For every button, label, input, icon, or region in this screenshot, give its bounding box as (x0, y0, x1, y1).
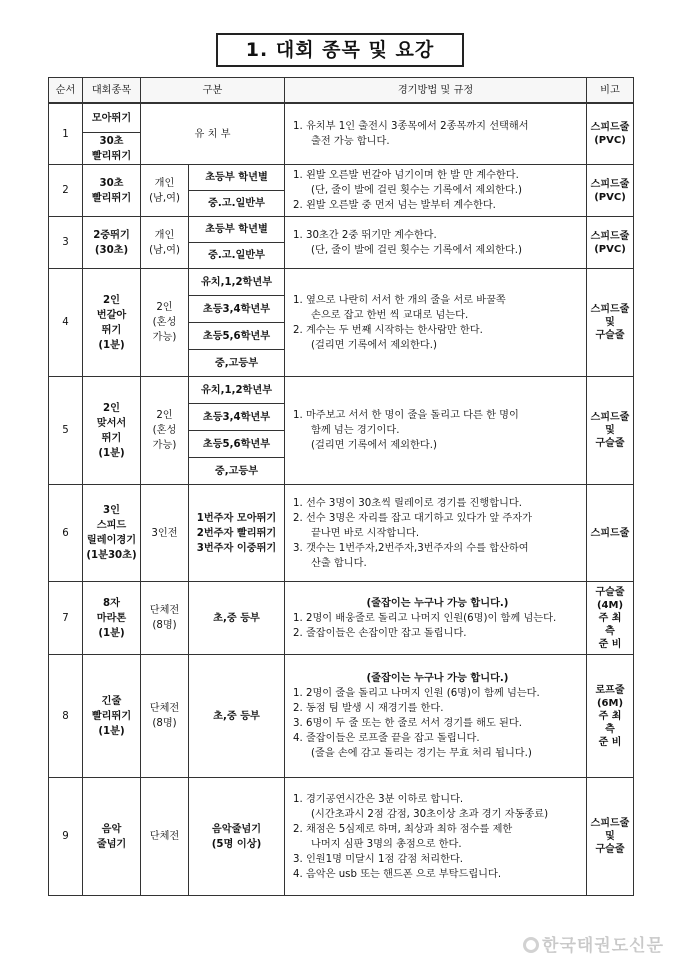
watermark (523, 931, 664, 956)
note-cell: 스피드줄 및 구슬줄 (587, 269, 634, 377)
note-cell: 로프줄 (6M) 주 최 측 준 비 (587, 655, 634, 778)
row-no: 9 (49, 778, 83, 896)
rules-cell (285, 655, 587, 778)
rule-line: (걸리면 기록에서 제외한다.) (311, 440, 437, 451)
division: 1번주자 모아뛰기 2번주자 빨리뛰기 3번주자 이중뛰기 (189, 485, 285, 582)
rules-cell (285, 217, 587, 269)
rule-line: (줄잡이는 누구나 가능 합니다.) (366, 597, 509, 609)
watermark-text: 한국태권도신문 (542, 936, 664, 956)
rule-line: 1. 왼발 오른발 번갈아 넘기이며 한 발 만 계수한다. (293, 170, 519, 181)
participant-type: 3인전 (141, 485, 189, 582)
rule-line: (시간초과시 2점 감점, 30초이상 초과 경기 자동종료) (311, 808, 549, 820)
row-no: 1 (49, 103, 83, 165)
event-name: 30초 빨리뛰기 (83, 133, 141, 165)
event-name: 2인 맞서서 뛰기 (1분) (83, 377, 141, 485)
event-name: 30초 빨리뛰기 (83, 165, 141, 217)
sub-division: 초등부 학년별 (189, 165, 285, 191)
rule-line: 출전 가능 합니다. (311, 136, 390, 147)
table-row (49, 377, 634, 404)
sub-division: 유치,1,2학년부 (189, 269, 285, 296)
event-name: 모아뛰기 (83, 103, 141, 133)
participant-type: 개인 (남,여) (141, 217, 189, 269)
note-cell: 스피드줄 (587, 485, 634, 582)
event-name: 3인 스피드 릴레이경기 (1분30초) (83, 485, 141, 582)
note-cell: 스피드줄 (PVC) (587, 103, 634, 165)
event-name: 음악 줄넘기 (83, 778, 141, 896)
row-no: 6 (49, 485, 83, 582)
note-cell: 스피드줄 (PVC) (587, 217, 634, 269)
header-division: 구분 (141, 78, 285, 104)
sub-division: 초등5,6학년부 (189, 323, 285, 350)
note-cell: 구슬줄 (4M) 주 최 측 준 비 (587, 582, 634, 655)
sub-division: 중.고.일반부 (189, 191, 285, 217)
rule-line: 2. 동점 팀 발생 시 재경기를 한다. (293, 703, 444, 714)
row-no: 2 (49, 165, 83, 217)
rules-cell (285, 778, 587, 896)
participant-type: 2인 (혼성 가능) (141, 377, 189, 485)
event-table (48, 77, 634, 896)
header-rules: 경기방법 및 규정 (285, 78, 587, 104)
sub-division: 초등부 학년별 (189, 217, 285, 243)
sub-division: 초등3,4학년부 (189, 404, 285, 431)
sub-division: 초등5,6학년부 (189, 431, 285, 458)
division: 초,중 등부 (189, 582, 285, 655)
table-row (49, 103, 634, 133)
rule-line: 2. 계수는 두 번째 시작하는 한사람만 한다. (293, 324, 483, 336)
division: 초,중 등부 (189, 655, 285, 778)
note-cell: 스피드줄 및 구슬줄 (587, 778, 634, 896)
row-no: 3 (49, 217, 83, 269)
rules-cell (285, 103, 587, 165)
rule-line: 2. 줄잡이들은 손잡이만 잡고 돌립니다. (293, 627, 467, 639)
rule-line: 4. 음악은 usb 또는 핸드폰 으로 부탁드립니다. (293, 868, 502, 880)
rule-line: (단, 줄이 발에 걸린 횟수는 기록에서 제외한다.) (311, 244, 522, 256)
row-no: 5 (49, 377, 83, 485)
sub-division: 중,고등부 (189, 458, 285, 485)
table-row (49, 582, 634, 655)
participant-type: 개인 (남,여) (141, 165, 189, 217)
page-title: 1. 대회 종목 및 요강 (216, 33, 464, 67)
sub-division: 초등3,4학년부 (189, 296, 285, 323)
note-cell: 스피드줄 및 구슬줄 (587, 377, 634, 485)
rule-line: 손으로 잡고 한번 씩 교대로 넘는다. (311, 309, 469, 321)
table-row (49, 269, 634, 296)
rule-line: 2. 왼발 오른발 중 먼저 넘는 발부터 계수한다. (293, 200, 496, 211)
event-name: 2중뛰기 (30초) (83, 217, 141, 269)
rule-line: 1. 옆으로 나란히 서서 한 개의 줄을 서로 바꿀쪽 (293, 294, 506, 306)
rule-line: 1. 경기공연시간은 3분 이하로 합니다. (293, 793, 464, 805)
rule-line: 1. 선수 3명이 30초씩 릴레이로 경기를 진행합니다. (293, 497, 522, 509)
rule-line: 1. 유치부 1인 출전시 3종목에서 2종목까지 선택해서 (293, 121, 529, 132)
rule-line: 함께 넘는 경기이다. (311, 425, 400, 436)
rules-cell (285, 377, 587, 485)
participant-type: 단체전 (141, 778, 189, 896)
header-row (49, 78, 634, 104)
sub-division: 중.고.일반부 (189, 243, 285, 269)
rule-line: 2. 선수 3명은 자리를 잡고 대기하고 있다가 앞 주자가 (293, 512, 532, 524)
participant-type: 단체전 (8명) (141, 582, 189, 655)
division: 음악줄넘기 (5명 이상) (189, 778, 285, 896)
table-row (49, 217, 634, 243)
rule-line: 1. 마주보고 서서 한 명이 줄을 돌리고 다른 한 명이 (293, 410, 519, 421)
rule-line: 끝나면 바로 시작합니다. (311, 527, 420, 539)
rule-line: 3. 갯수는 1번주자,2번주자,3번주자의 수를 합산하여 (293, 542, 529, 554)
table-row (49, 485, 634, 582)
row-no: 4 (49, 269, 83, 377)
rule-line: 나머지 심판 3명의 총점으로 한다. (311, 838, 462, 850)
rules-cell (285, 582, 587, 655)
rule-line: (줄을 손에 감고 돌리는 경기는 무효 처리 됩니다.) (311, 748, 532, 759)
rules-cell (285, 485, 587, 582)
rules-cell (285, 165, 587, 217)
participant-type: 2인 (혼성 가능) (141, 269, 189, 377)
event-name: 긴줄 빨리뛰기 (1분) (83, 655, 141, 778)
rule-line: 1. 30초간 2중 뛰기만 계수한다. (293, 229, 437, 241)
sub-division: 중,고등부 (189, 350, 285, 377)
participant-type: 단체전 (8명) (141, 655, 189, 778)
rule-line: 3. 인원1명 미달시 1점 감점 처리한다. (293, 853, 464, 865)
header-no: 순서 (49, 78, 83, 104)
logo-icon (523, 937, 539, 953)
rules-cell (285, 269, 587, 377)
event-name: 8자 마라톤 (1분) (83, 582, 141, 655)
rule-line: 1. 2명이 줄을 돌리고 나머지 인원 (6명)이 함께 넘는다. (293, 688, 540, 699)
rule-line: 1. 2명이 배웅줄로 돌리고 나머지 인원(6명)이 함께 넘는다. (293, 612, 557, 624)
table-row (49, 165, 634, 191)
header-event: 대회종목 (83, 78, 141, 104)
rule-line: 산출 합니다. (311, 557, 367, 569)
header-note: 비고 (587, 78, 634, 104)
rule-line: 4. 줄잡이들은 로프줄 끝을 잡고 돌립니다. (293, 733, 480, 744)
rule-line: (단, 줄이 발에 걸린 횟수는 기록에서 제외한다.) (311, 185, 522, 196)
event-name: 2인 번갈아 뛰기 (1분) (83, 269, 141, 377)
row-no: 7 (49, 582, 83, 655)
sub-division: 유치,1,2학년부 (189, 377, 285, 404)
rule-line: (줄잡이는 누구나 가능 합니다.) (366, 673, 509, 684)
division: 유 치 부 (141, 103, 285, 165)
row-no: 8 (49, 655, 83, 778)
rule-line: (걸리면 기록에서 제외한다.) (311, 339, 437, 351)
note-cell: 스피드줄 (PVC) (587, 165, 634, 217)
rule-line: 3. 6명이 두 줄 또는 한 줄로 서서 경기를 해도 된다. (293, 718, 522, 729)
table-row (49, 655, 634, 778)
rule-line: 2. 채점은 5심제로 하며, 최상과 최하 점수를 제한 (293, 823, 513, 835)
table-row (49, 778, 634, 896)
